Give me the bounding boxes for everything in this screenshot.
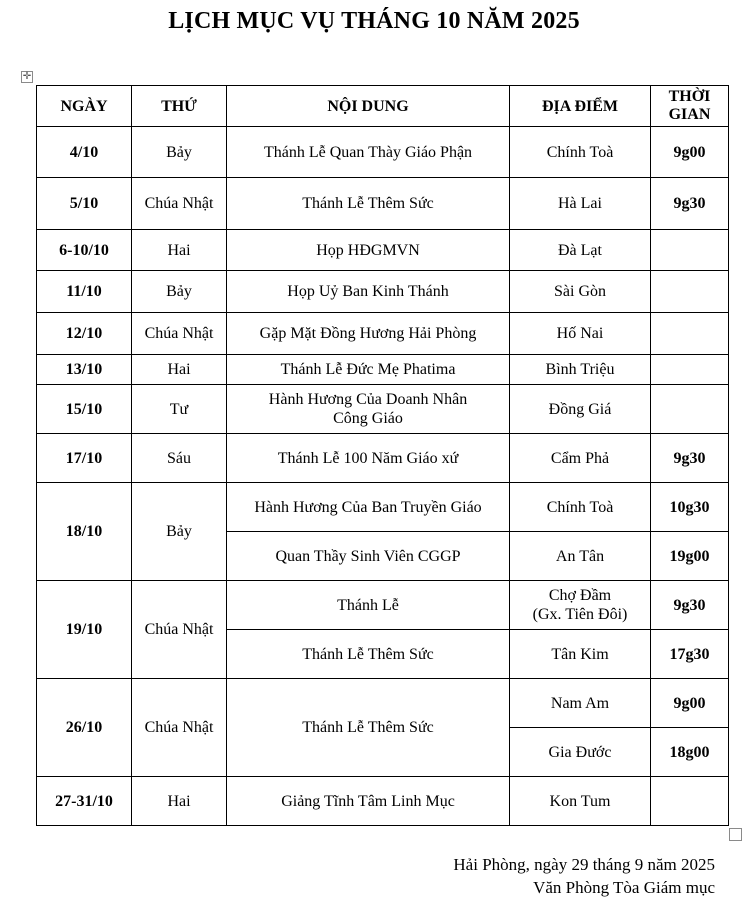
cell-dia-diem bbox=[510, 581, 651, 630]
cell-thoi-gian: 9g30 bbox=[651, 434, 729, 483]
cell-thu: Chúa Nhật bbox=[132, 178, 227, 230]
cell-dia-diem: Tân Kim bbox=[510, 630, 651, 679]
cell-thoi-gian: 9g00 bbox=[651, 679, 729, 728]
cell-dia-diem: Bình Triệu bbox=[510, 355, 651, 385]
cell-thoi-gian: 18g00 bbox=[651, 728, 729, 777]
cell-ngay: 13/10 bbox=[37, 355, 132, 385]
cell-dia-diem: Nam Am bbox=[510, 679, 651, 728]
cell-dia-diem: Chính Toà bbox=[510, 127, 651, 178]
cell-thu: Bảy bbox=[132, 271, 227, 313]
cell-noi-dung: Thánh Lễ Thêm Sức bbox=[227, 178, 510, 230]
cell-dia-diem: Kon Tum bbox=[510, 777, 651, 826]
cell-ngay: 4/10 bbox=[37, 127, 132, 178]
move-icon[interactable]: ✛ bbox=[22, 71, 32, 82]
cell-ngay: 12/10 bbox=[37, 313, 132, 355]
cell-noi-dung: Thánh Lễ Thêm Sức bbox=[227, 679, 510, 777]
table-row bbox=[37, 581, 729, 630]
header-row bbox=[37, 86, 729, 127]
cell-dia-diem: Hà Lai bbox=[510, 178, 651, 230]
footer-date: Hải Phòng, ngày 29 tháng 9 năm 2025 bbox=[453, 855, 715, 874]
cell-dia-diem: Đồng Giá bbox=[510, 385, 651, 434]
cell-noi-dung: Thánh Lễ bbox=[227, 581, 510, 630]
cell-thu: Hai bbox=[132, 230, 227, 271]
table-row bbox=[37, 230, 729, 271]
page-title: LỊCH MỤC VỤ THÁNG 10 NĂM 2025 bbox=[168, 8, 580, 34]
cell-thoi-gian: 10g30 bbox=[651, 483, 729, 532]
cell-noi-dung: Hành Hương Của Ban Truyền Giáo bbox=[227, 483, 510, 532]
cell-ngay: 18/10 bbox=[37, 483, 132, 581]
header-thoi-gian: THỜI GIAN bbox=[651, 86, 729, 127]
table-row bbox=[37, 271, 729, 313]
table-row bbox=[37, 313, 729, 355]
table-row bbox=[37, 385, 729, 434]
table-row bbox=[37, 434, 729, 483]
cell-noi-dung: Thánh Lễ Đức Mẹ Phatima bbox=[227, 355, 510, 385]
header-noi-dung: NỘI DUNG bbox=[227, 86, 510, 127]
cell-ngay: 26/10 bbox=[37, 679, 132, 777]
cell-noi-dung: Gặp Mặt Đồng Hương Hải Phòng bbox=[227, 313, 510, 355]
cell-noi-dung: Quan Thầy Sinh Viên CGGP bbox=[227, 532, 510, 581]
cell-noi-dung: Thánh Lễ 100 Năm Giáo xứ bbox=[227, 434, 510, 483]
cell-dia-diem: An Tân bbox=[510, 532, 651, 581]
cell-thoi-gian bbox=[651, 355, 729, 385]
table-row bbox=[37, 127, 729, 178]
cell-dia-diem: Sài Gòn bbox=[510, 271, 651, 313]
cell-thoi-gian bbox=[651, 385, 729, 434]
cell-thu: Tư bbox=[132, 385, 227, 434]
cell-noi-dung-line: Hành Hương Của Doanh Nhân bbox=[268, 391, 468, 408]
cell-thoi-gian: 9g00 bbox=[651, 127, 729, 178]
cell-noi-dung: Thánh Lễ Thêm Sức bbox=[227, 630, 510, 679]
cell-thu: Chúa Nhật bbox=[132, 313, 227, 355]
cell-noi-dung: Thánh Lễ Quan Thày Giáo Phận bbox=[227, 127, 510, 178]
cell-thoi-gian: 9g30 bbox=[651, 178, 729, 230]
cell-dia-diem-line: Chợ Đầm bbox=[548, 587, 612, 604]
cell-dia-diem-line: (Gx. Tiên Đôi) bbox=[532, 606, 628, 623]
table-row bbox=[37, 178, 729, 230]
cell-thu: Bảy bbox=[132, 127, 227, 178]
cell-ngay: 15/10 bbox=[37, 385, 132, 434]
cell-ngay: 17/10 bbox=[37, 434, 132, 483]
cell-dia-diem: Cẩm Phả bbox=[510, 434, 651, 483]
cell-thoi-gian: 19g00 bbox=[651, 532, 729, 581]
table-row bbox=[37, 679, 729, 728]
cell-thoi-gian bbox=[651, 777, 729, 826]
header-dia-diem: ĐỊA ĐIỂM bbox=[510, 86, 651, 127]
cell-thoi-gian: 17g30 bbox=[651, 630, 729, 679]
cell-thu: Sáu bbox=[132, 434, 227, 483]
cell-dia-diem: Đà Lạt bbox=[510, 230, 651, 271]
cell-ngay: 27-31/10 bbox=[37, 777, 132, 826]
cell-thoi-gian bbox=[651, 313, 729, 355]
resize-icon[interactable] bbox=[729, 828, 742, 841]
cell-noi-dung: Họp HĐGMVN bbox=[227, 230, 510, 271]
cell-thoi-gian bbox=[651, 271, 729, 313]
cell-noi-dung: Giảng Tĩnh Tâm Linh Mục bbox=[227, 777, 510, 826]
cell-dia-diem: Gia Đước bbox=[510, 728, 651, 777]
footer-office: Văn Phòng Tòa Giám mục bbox=[533, 878, 715, 897]
cell-noi-dung-line: Công Giáo bbox=[333, 410, 403, 427]
header-thu: THỨ bbox=[132, 86, 227, 127]
cell-noi-dung bbox=[227, 385, 510, 434]
cell-dia-diem: Chính Toà bbox=[510, 483, 651, 532]
table-row bbox=[37, 483, 729, 532]
header-ngay: NGÀY bbox=[37, 86, 132, 127]
cell-thu: Chúa Nhật bbox=[132, 679, 227, 777]
cell-thu: Hai bbox=[132, 355, 227, 385]
cell-noi-dung: Họp Uỷ Ban Kinh Thánh bbox=[227, 271, 510, 313]
cell-thoi-gian: 9g30 bbox=[651, 581, 729, 630]
cell-ngay: 11/10 bbox=[37, 271, 132, 313]
cell-thu: Chúa Nhật bbox=[132, 581, 227, 679]
cell-ngay: 5/10 bbox=[37, 178, 132, 230]
cell-ngay: 6-10/10 bbox=[37, 230, 132, 271]
cell-thoi-gian bbox=[651, 230, 729, 271]
table-row bbox=[37, 355, 729, 385]
schedule-table bbox=[36, 85, 729, 826]
cell-thu: Hai bbox=[132, 777, 227, 826]
cell-dia-diem: Hố Nai bbox=[510, 313, 651, 355]
cell-ngay: 19/10 bbox=[37, 581, 132, 679]
table-row bbox=[37, 777, 729, 826]
cell-thu: Bảy bbox=[132, 483, 227, 581]
